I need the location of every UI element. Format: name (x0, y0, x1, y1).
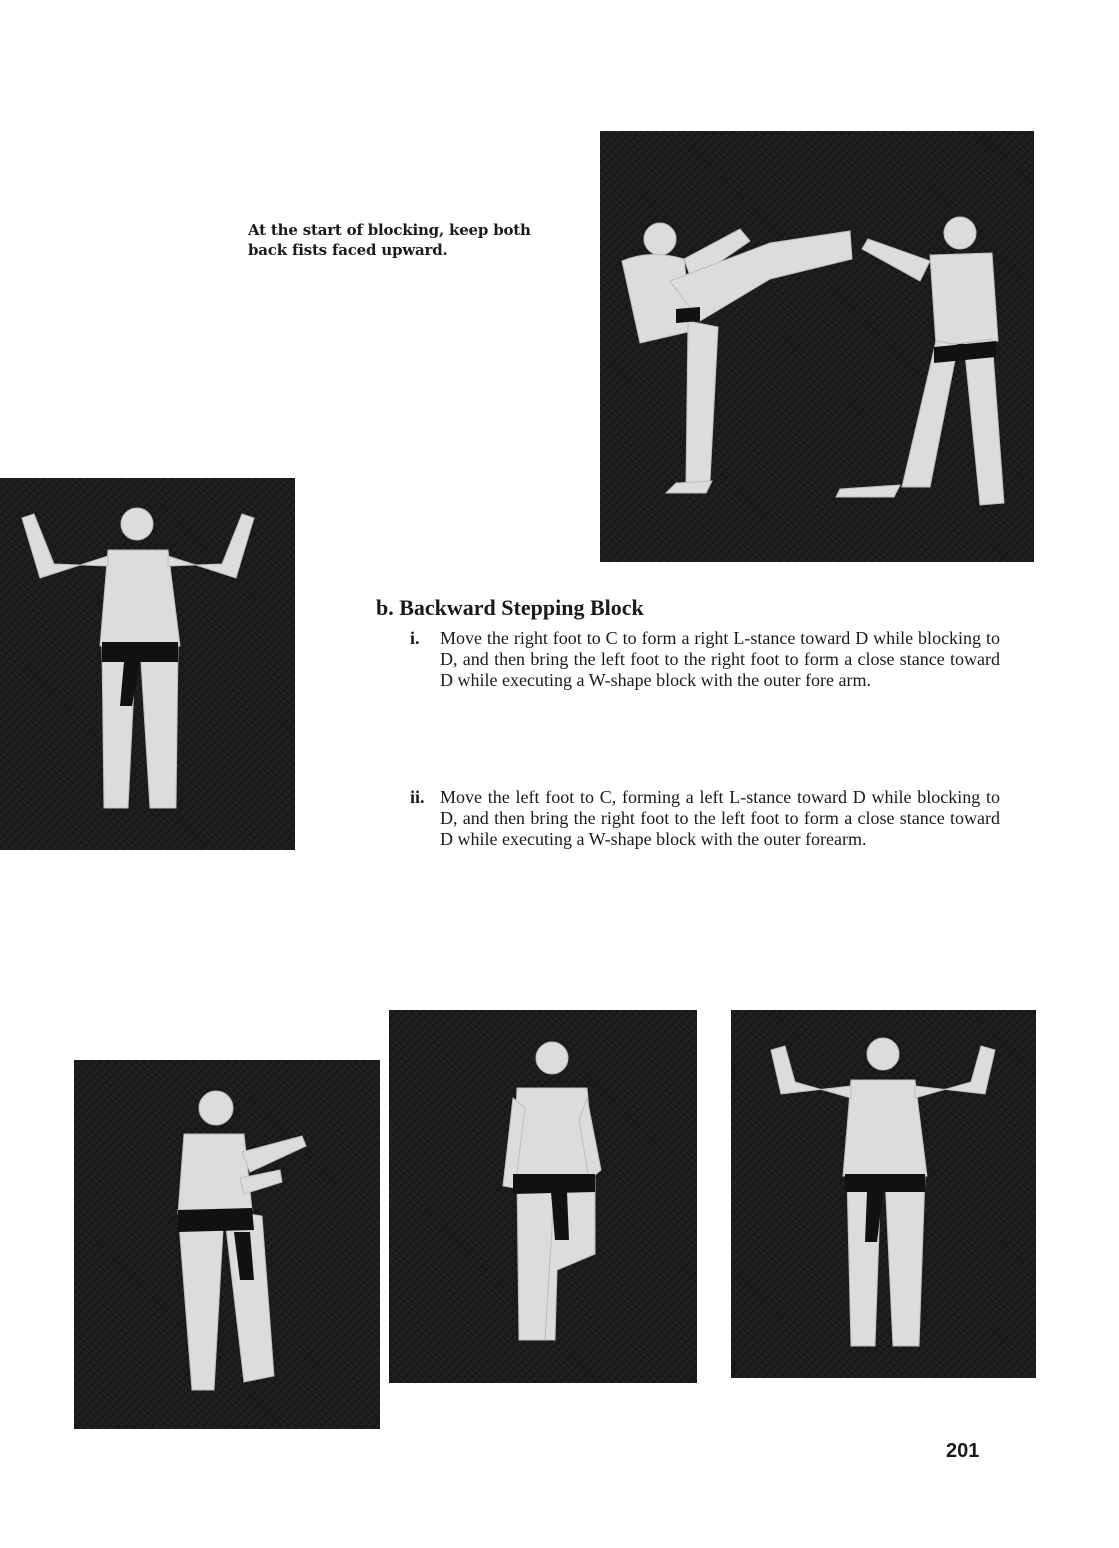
page-number: 201 (946, 1440, 980, 1462)
w-block-photo (0, 478, 295, 850)
step-2-number: ii. (410, 787, 425, 807)
step-1-number: i. (410, 628, 420, 648)
caption-line-2: back fists faced upward. (248, 241, 448, 259)
step-2-text: Move the left foot to C, forming a left L-stance toward D while blocking to D, and then bring the right foot to the left foot to form a close stance toward D while executing a W-shape block with the outer forearm. (440, 787, 1000, 849)
caption-line-1: At the start of blocking, keep both (248, 221, 531, 239)
step-1 (410, 628, 1010, 691)
w-block-fists-figure-illustration (731, 1010, 1036, 1378)
photo-caption (248, 220, 588, 260)
w-block-figure-illustration (0, 478, 295, 850)
step-1-text: Move the right foot to C to form a right L-stance toward D while blocking to D, and then bring the left foot to the right foot to form a close stance toward D while executing a W-shape block with the outer fore arm. (440, 628, 1000, 690)
kick-photo (600, 131, 1034, 562)
section-title: b. Backward Stepping Block (376, 595, 644, 620)
l-stance-photo (74, 1060, 380, 1429)
l-stance-figure-illustration (74, 1060, 380, 1429)
close-stance-figure-illustration (389, 1010, 697, 1383)
step-2 (410, 787, 1010, 850)
w-block-fists-photo (731, 1010, 1036, 1378)
close-stance-photo (389, 1010, 697, 1383)
kick-figures-illustration (600, 131, 1034, 562)
